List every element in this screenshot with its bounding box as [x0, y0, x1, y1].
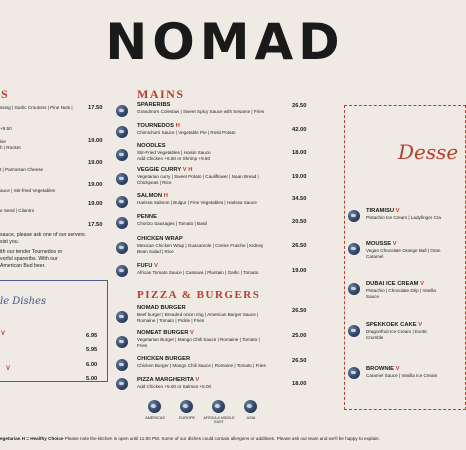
left-price: 17.50 [88, 222, 103, 228]
item-price: 26.50 [292, 308, 307, 314]
item-name: CHICKEN WRAP [137, 236, 183, 242]
item-price: 20.50 [292, 219, 307, 225]
item-desc: Bean Salad | Rice [137, 249, 174, 254]
legend-item [140, 400, 170, 420]
item-desc: Add Chicken +6.50 or Shrimp +9.50 [137, 156, 211, 161]
left-line: auce | Stir-fried Vegetables [0, 188, 56, 193]
note-line: American Bud beer. [0, 263, 46, 269]
item-desc: Stir-Fried Vegetables | Hoisin Sauce [137, 150, 211, 155]
item-name: TOURNEDOS H [137, 123, 180, 129]
item-price: 26.50 [292, 103, 307, 109]
asia-globe-icon [116, 173, 128, 185]
left-line: t | Parmesan Cheese [0, 167, 44, 172]
item-desc: Pistachio Ice Cream | Ladyfinger Cra [366, 215, 441, 220]
side-dish-mark: V [6, 366, 11, 372]
left-line: e Seed | Cilantro [0, 208, 35, 213]
desserts-heading: Desse [398, 140, 459, 164]
left-section-heading: S [1, 87, 10, 101]
asia-globe-icon [244, 400, 257, 413]
item-desc: Crumble [366, 335, 384, 340]
legend-item [236, 400, 266, 420]
item-price: 42.00 [292, 127, 307, 133]
europe-globe-icon [348, 210, 360, 222]
item-desc: Chimichurri Sauce | Vegetable Pie | Rosti Potato [137, 130, 236, 135]
item-desc: Vegetarian curry | Sweet Potato | Cauliflower | Naan Bread | [137, 174, 259, 179]
left-notes [0, 232, 112, 270]
item-desc: Vegetarian Burger | Mango Chili Sauce | Romaine | Tomato | [137, 337, 260, 342]
item-desc: Beef burger | Breaded onion ring | American Burger Sauce | [137, 312, 259, 317]
left-price: 19.00 [88, 160, 103, 166]
item-name: PENNE [137, 214, 157, 220]
side-price: 5.00 [86, 376, 98, 382]
item-name: BROWNIE V [366, 366, 400, 372]
item-price: 18.00 [292, 381, 307, 387]
note-line: sist you. [0, 239, 20, 245]
item-desc: Dragonfruit Ice Cream | Exotic [366, 329, 428, 334]
item-name: SPEKKOEK CAKE V [366, 322, 423, 328]
left-line: h | Rocket [0, 145, 21, 150]
asia-globe-icon [348, 325, 360, 337]
item-desc: Harissa Salmon | Bulgur | Fine Vegetables | Harissa Sauce [137, 200, 257, 205]
americas-globe-icon [116, 359, 128, 371]
side-price: 5.95 [86, 347, 98, 353]
item-name: VEGGIE CURRY V H [137, 167, 193, 173]
item-name: PIZZA MARGHERITA V [137, 377, 200, 383]
mains-heading: MAINS [137, 87, 185, 101]
item-name: SPARERIBS [137, 102, 171, 108]
item-price: 18.00 [292, 150, 307, 156]
footer-legend: egetarian H = Healthy Choice [0, 436, 64, 441]
item-desc: Caramel Sauce | Vanilla Ice Cream [366, 373, 438, 378]
legend-label: AMERICAS [145, 416, 165, 420]
americas-globe-icon [116, 311, 128, 323]
left-price: 19.00 [88, 138, 103, 144]
americas-globe-icon [148, 400, 161, 413]
africa-middle-east-globe-icon [348, 283, 360, 295]
americas-globe-icon [348, 367, 360, 379]
footer-text: Please note the kitchen is open until 11:00 PM. Some of our dishes could contain allergens or additives. Please ask our team and we'll be happy to explain. [63, 436, 380, 441]
legend-label: EUROPE [178, 416, 196, 420]
note-line: vorful spareribs. With our [0, 256, 58, 262]
legend-item [202, 400, 236, 424]
legend-label: AFRICA & MIDDLE EAST [203, 416, 235, 425]
item-name: NOMAD BURGER [137, 305, 186, 311]
item-desc: Chorizo Sausages | Tomato | Basil [137, 221, 207, 226]
item-name: SALMON H [137, 193, 168, 199]
pizza-burgers-heading: PIZZA & BURGERS [137, 289, 261, 301]
item-desc: Add Chicken +5.00 or Salmon +5.00 [137, 384, 212, 389]
item-name: TIRAMISU V [366, 208, 400, 214]
left-line: ise [0, 139, 6, 144]
left-price: 19.00 [88, 201, 103, 207]
item-name: CHICKEN BURGER [137, 356, 191, 362]
item-desc: Caramel [366, 254, 384, 259]
note-line: sauce, please ask one of our servers. [0, 232, 87, 238]
legend-label: ASIA [246, 416, 256, 420]
item-name: NOODLES [137, 143, 166, 149]
left-price: 17.50 [88, 105, 103, 111]
item-desc: Sauce [366, 294, 380, 299]
item-price: 34.50 [292, 196, 307, 202]
left-price: 19.00 [88, 182, 103, 188]
note-line: ith our tender Tournedos or [0, 249, 63, 255]
asia-globe-icon [116, 149, 128, 161]
item-name: NOMEAT BURGER V [137, 330, 194, 336]
side-dishes-title: le Dishes [0, 296, 47, 307]
item-desc: Chicken Burger | Mango Chili Sauce | Romaine | Tomato | Fries [137, 363, 266, 368]
side-dish-mark: V [1, 331, 6, 337]
europe-globe-icon [348, 243, 360, 255]
europe-globe-icon [116, 217, 128, 229]
item-desc: Chickpeas | Rice [137, 180, 172, 185]
region-legend [140, 400, 270, 440]
africa-middle-east-globe-icon [212, 400, 225, 413]
left-line: ssing | Garlic Croutons | Pine Nuts | [0, 105, 73, 110]
left-line: +9.50 [0, 126, 12, 131]
item-price: 25.00 [292, 333, 307, 339]
item-name: DUBAI ICE CREAM V [366, 281, 424, 287]
item-desc: Mexican Chicken Wrap | Guacamole | Creme Fraiche | Kidney [137, 243, 264, 248]
item-desc: Grandma's Coleslaw | Sweet Spicy Sauce with Sesame | Fries [137, 109, 265, 114]
americas-globe-icon [116, 336, 128, 348]
item-desc: Vegan Chocolate Orange Ball | Oran [366, 248, 441, 253]
item-price: 19.00 [292, 174, 307, 180]
africa-middle-east-globe-icon [116, 196, 128, 208]
americas-globe-icon [116, 105, 128, 117]
item-price: 26.50 [292, 243, 307, 249]
americas-globe-icon [116, 242, 128, 254]
item-desc: Romaine | Tomato | Pickle | Fries [137, 318, 205, 323]
europe-globe-icon [116, 378, 128, 390]
africa-middle-east-globe-icon [116, 265, 128, 277]
page-title: NOMAD [105, 13, 345, 71]
side-price: 6.95 [86, 333, 98, 339]
footer-note [0, 436, 450, 441]
americas-globe-icon [116, 126, 128, 138]
item-name: MOUSSE V [366, 241, 397, 247]
side-price: 6.00 [86, 362, 98, 368]
item-name: FUFU V [137, 263, 158, 269]
item-desc: Pistachio | Chocolate Drip | Vanilla [366, 288, 436, 293]
legend-item [172, 400, 202, 420]
item-price: 26.50 [292, 358, 307, 364]
item-price: 19.00 [292, 268, 307, 274]
europe-globe-icon [180, 400, 193, 413]
item-desc: Fries [137, 343, 148, 348]
item-desc: African Tomato Sauce | Cassava | Plantain | Garlic | Tomato [137, 270, 259, 275]
